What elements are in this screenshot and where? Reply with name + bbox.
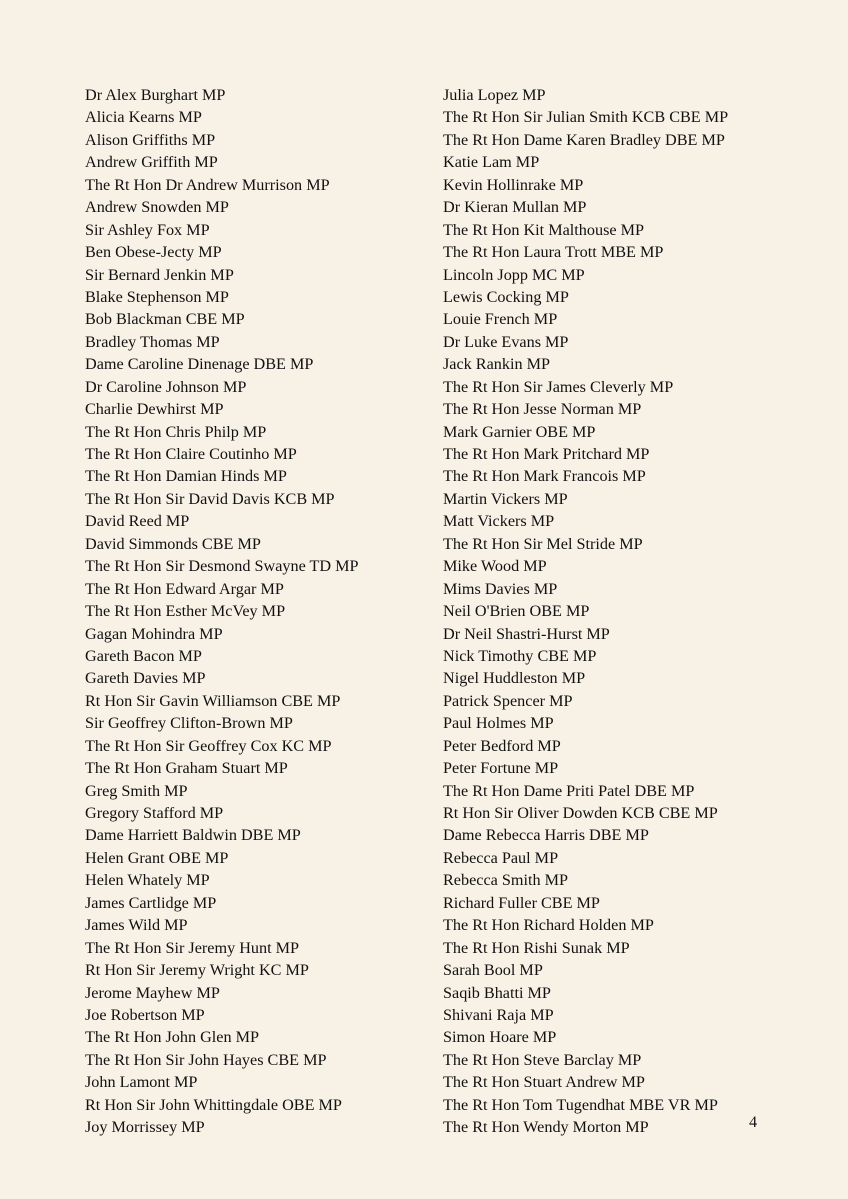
signatory-name: Sarah Bool MP (443, 961, 543, 980)
signatory-name: Rebecca Smith MP (443, 871, 568, 890)
signatory-name: Jerome Mayhew MP (85, 983, 220, 1002)
signatory-name: Nick Timothy CBE MP (443, 646, 597, 665)
signatory-name: The Rt Hon Sir Mel Stride MP (443, 534, 643, 553)
signatory-name: Sir Bernard Jenkin MP (85, 265, 234, 284)
signatory-name: Alison Griffiths MP (85, 130, 216, 149)
signatory-name: Dame Caroline Dinenage DBE MP (85, 355, 314, 374)
signatory-name: The Rt Hon Edward Argar MP (85, 579, 284, 598)
signatory-name: Ben Obese-Jecty MP (85, 243, 222, 262)
signatory-name: Paul Holmes MP (443, 714, 554, 733)
signatory-name: Sir Ashley Fox MP (85, 220, 210, 239)
signatory-name: Jack Rankin MP (443, 355, 551, 374)
signatory-name: The Rt Hon Dr Andrew Murrison MP (85, 175, 330, 194)
signatory-name: The Rt Hon Laura Trott MBE MP (443, 243, 664, 262)
signatory-name: The Rt Hon Tom Tugendhat MBE VR MP (443, 1095, 718, 1114)
signatory-name: The Rt Hon Sir John Hayes CBE MP (85, 1050, 327, 1069)
signatory-name: The Rt Hon Esther McVey MP (85, 602, 286, 621)
signatory-name: The Rt Hon Dame Karen Bradley DBE MP (443, 130, 725, 149)
signatory-name: Sir Geoffrey Clifton-Brown MP (85, 714, 293, 733)
signatory-name: The Rt Hon Damian Hinds MP (85, 467, 287, 486)
signatory-name: Rt Hon Sir Gavin Williamson CBE MP (85, 691, 341, 710)
signatory-name: The Rt Hon Sir James Cleverly MP (443, 377, 674, 396)
signatory-name: Simon Hoare MP (443, 1028, 557, 1047)
signatory-name: The Rt Hon Chris Philp MP (85, 422, 267, 441)
signatory-name: Joe Robertson MP (85, 1005, 205, 1024)
signatory-name: The Rt Hon Stuart Andrew MP (443, 1073, 645, 1092)
signatory-name: The Rt Hon Jesse Norman MP (443, 400, 642, 419)
signatory-name: Helen Whately MP (85, 871, 210, 890)
signatory-name: Patrick Spencer MP (443, 691, 573, 710)
signatory-name: Nigel Huddleston MP (443, 669, 586, 688)
signatory-name: David Reed MP (85, 512, 190, 531)
signatory-name: The Rt Hon Mark Francois MP (443, 467, 646, 486)
signatory-name: Dr Kieran Mullan MP (443, 198, 587, 217)
signatory-name: The Rt Hon Sir David Davis KCB MP (85, 489, 335, 508)
signatory-name: Peter Bedford MP (443, 736, 561, 755)
signatory-name: Dame Harriett Baldwin DBE MP (85, 826, 301, 845)
signatory-name: The Rt Hon Kit Malthouse MP (443, 220, 644, 239)
signatory-name: Helen Grant OBE MP (85, 848, 229, 867)
signatory-name: Gagan Mohindra MP (85, 624, 223, 643)
signatory-name: Greg Smith MP (85, 781, 188, 800)
signatory-name: Rt Hon Sir John Whittingdale OBE MP (85, 1095, 342, 1114)
signatory-name: The Rt Hon Graham Stuart MP (85, 759, 288, 778)
signatory-name: Rt Hon Sir Oliver Dowden KCB CBE MP (443, 804, 718, 822)
signatory-name: The Rt Hon Dame Priti Patel DBE MP (443, 781, 695, 800)
signatory-name: Lincoln Jopp MC MP (443, 265, 585, 284)
page-number: 4 (749, 1113, 758, 1131)
signatory-name: James Wild MP (85, 916, 188, 935)
signatory-name: Katie Lam MP (443, 153, 540, 172)
signatory-name: The Rt Hon Richard Holden MP (443, 916, 654, 935)
signatory-name: Mark Garnier OBE MP (443, 422, 596, 441)
signatory-name: Andrew Griffith MP (85, 153, 218, 172)
signatory-name: Dr Luke Evans MP (443, 332, 569, 351)
signatory-list-left (85, 84, 430, 1139)
signatory-name: Mims Davies MP (443, 579, 558, 598)
signatory-name: Andrew Snowden MP (85, 198, 229, 217)
signatory-name: Louie French MP (443, 310, 558, 329)
signatory-name: Charlie Dewhirst MP (85, 400, 224, 419)
signatory-name: The Rt Hon Steve Barclay MP (443, 1050, 642, 1069)
signatory-name: Dr Caroline Johnson MP (85, 377, 247, 396)
signatory-name: Gareth Davies MP (85, 669, 206, 688)
signatory-name: Alicia Kearns MP (85, 108, 202, 127)
signatory-name: Bradley Thomas MP (85, 332, 220, 351)
signatory-name: Mike Wood MP (443, 557, 547, 576)
signatory-name: Peter Fortune MP (443, 759, 559, 778)
signatory-name: Julia Lopez MP (443, 86, 546, 104)
signatory-name: Kevin Hollinrake MP (443, 175, 584, 194)
signatory-name: Shivani Raja MP (443, 1005, 554, 1024)
signatory-name: The Rt Hon John Glen MP (85, 1028, 260, 1047)
signatory-name: Bob Blackman CBE MP (85, 310, 245, 329)
signatory-name: Dr Neil Shastri-Hurst MP (443, 624, 610, 643)
signatory-name: The Rt Hon Wendy Morton MP (443, 1118, 649, 1137)
signatory-name: Gareth Bacon MP (85, 646, 202, 665)
signatory-name: Dr Alex Burghart MP (85, 86, 226, 104)
signatory-name: Blake Stephenson MP (85, 287, 229, 306)
signatory-name: Neil O'Brien OBE MP (443, 602, 590, 621)
signatory-name: The Rt Hon Sir Geoffrey Cox KC MP (85, 736, 332, 755)
signatory-name: Joy Morrissey MP (85, 1118, 205, 1137)
signatory-name: John Lamont MP (85, 1073, 198, 1092)
signatory-name: James Cartlidge MP (85, 893, 217, 912)
signatory-name: Dame Rebecca Harris DBE MP (443, 826, 649, 845)
signatory-name: The Rt Hon Mark Pritchard MP (443, 445, 650, 463)
signatory-name: David Simmonds CBE MP (85, 534, 261, 553)
signatory-name: Saqib Bhatti MP (443, 983, 551, 1002)
signatory-name: Richard Fuller CBE MP (443, 893, 600, 912)
signatory-name: The Rt Hon Sir Julian Smith KCB CBE MP (443, 108, 729, 127)
signatory-name: The Rt Hon Sir Jeremy Hunt MP (85, 938, 300, 957)
signatory-list-right (443, 84, 773, 1139)
signatory-name: The Rt Hon Claire Coutinho MP (85, 445, 297, 463)
signatory-name: Lewis Cocking MP (443, 287, 569, 306)
signatory-name: The Rt Hon Sir Desmond Swayne TD MP (85, 557, 359, 576)
signatory-name: Rebecca Paul MP (443, 848, 559, 867)
signatory-name: Matt Vickers MP (443, 512, 555, 531)
signatory-name: Gregory Stafford MP (85, 804, 224, 822)
signatory-name: Rt Hon Sir Jeremy Wright KC MP (85, 961, 309, 980)
signatory-name: The Rt Hon Rishi Sunak MP (443, 938, 630, 957)
signatory-name: Martin Vickers MP (443, 489, 568, 508)
